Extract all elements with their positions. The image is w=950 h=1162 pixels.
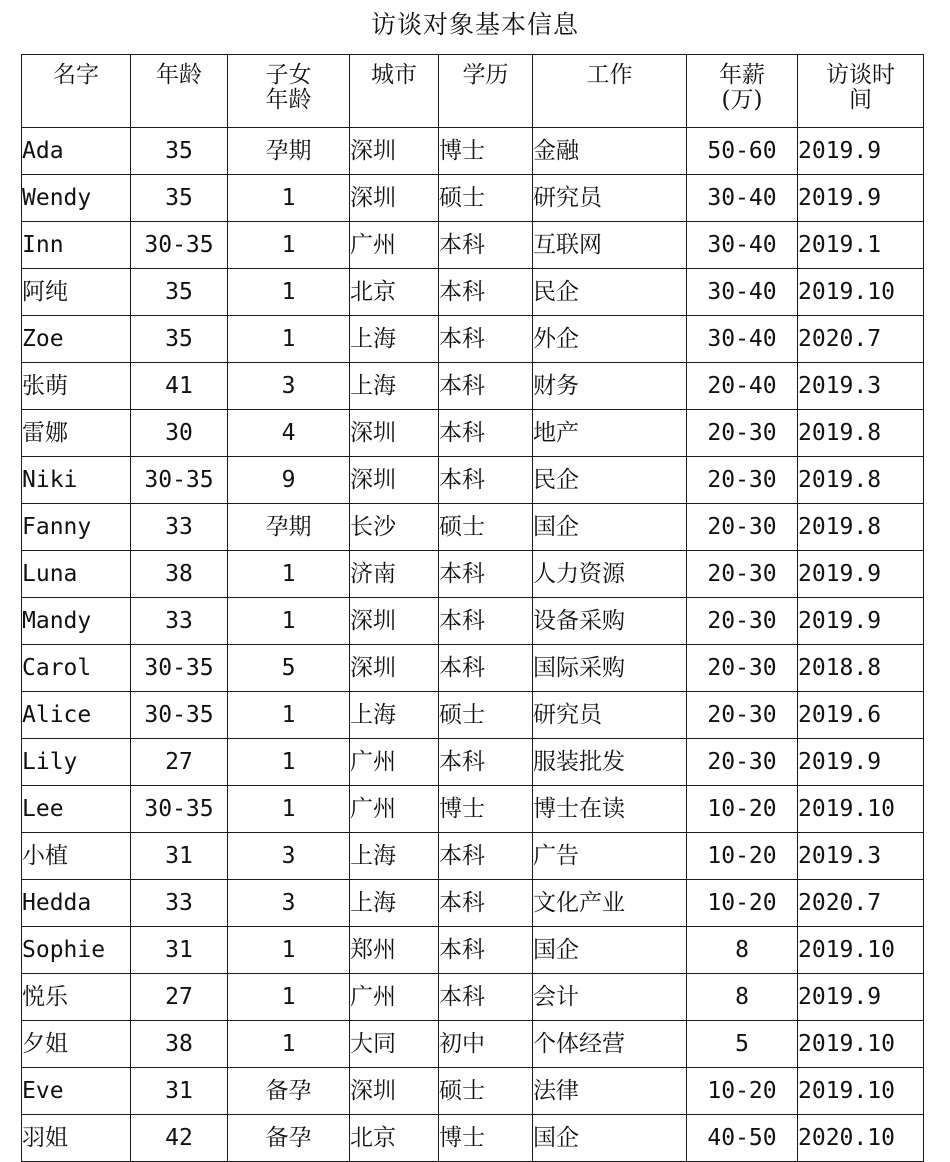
- cell-age: 27: [131, 974, 228, 1021]
- cell-age: 30-35: [131, 786, 228, 833]
- cell-child-age: 备孕: [228, 1115, 350, 1162]
- header-salary: 年薪 (万): [687, 55, 798, 128]
- header-interview-time: 访谈时 间: [798, 55, 924, 128]
- cell-salary: 10-20: [687, 786, 798, 833]
- cell-interview-time: 2020.10: [798, 1115, 924, 1162]
- cell-job: 地产: [533, 410, 687, 457]
- cell-education: 本科: [439, 410, 533, 457]
- interviewee-table: [21, 54, 924, 1162]
- header-row: [22, 55, 924, 128]
- cell-city: 深圳: [350, 598, 439, 645]
- cell-job: 金融: [533, 128, 687, 175]
- cell-name: Sophie: [22, 927, 131, 974]
- cell-interview-time: 2019.10: [798, 1068, 924, 1115]
- table-header: [22, 55, 924, 128]
- cell-interview-time: 2019.8: [798, 457, 924, 504]
- cell-salary: 20-30: [687, 551, 798, 598]
- cell-child-age: 备孕: [228, 1068, 350, 1115]
- cell-salary: 20-30: [687, 598, 798, 645]
- cell-salary: 20-30: [687, 692, 798, 739]
- cell-interview-time: 2019.1: [798, 222, 924, 269]
- cell-interview-time: 2019.10: [798, 269, 924, 316]
- cell-job: 研究员: [533, 175, 687, 222]
- cell-interview-time: 2019.9: [798, 128, 924, 175]
- cell-education: 本科: [439, 974, 533, 1021]
- cell-city: 大同: [350, 1021, 439, 1068]
- cell-job: 国企: [533, 927, 687, 974]
- table-row: [22, 457, 924, 504]
- cell-interview-time: 2019.8: [798, 504, 924, 551]
- cell-education: 本科: [439, 927, 533, 974]
- table-row: [22, 1021, 924, 1068]
- cell-age: 31: [131, 833, 228, 880]
- cell-salary: 30-40: [687, 175, 798, 222]
- cell-name: Eve: [22, 1068, 131, 1115]
- cell-city: 济南: [350, 551, 439, 598]
- table-row: [22, 786, 924, 833]
- cell-education: 本科: [439, 269, 533, 316]
- cell-name: 夕姐: [22, 1021, 131, 1068]
- cell-job: 国企: [533, 1115, 687, 1162]
- cell-education: 本科: [439, 222, 533, 269]
- cell-salary: 20-30: [687, 410, 798, 457]
- cell-education: 本科: [439, 880, 533, 927]
- cell-interview-time: 2020.7: [798, 316, 924, 363]
- cell-child-age: 孕期: [228, 504, 350, 551]
- cell-child-age: 3: [228, 833, 350, 880]
- cell-child-age: 1: [228, 175, 350, 222]
- cell-job: 民企: [533, 457, 687, 504]
- cell-job: 国际采购: [533, 645, 687, 692]
- cell-child-age: 9: [228, 457, 350, 504]
- table-row: [22, 363, 924, 410]
- cell-interview-time: 2020.7: [798, 880, 924, 927]
- cell-interview-time: 2019.9: [798, 175, 924, 222]
- cell-child-age: 1: [228, 974, 350, 1021]
- table-row: [22, 316, 924, 363]
- cell-city: 深圳: [350, 410, 439, 457]
- table-row: [22, 1068, 924, 1115]
- cell-city: 深圳: [350, 128, 439, 175]
- cell-name: Wendy: [22, 175, 131, 222]
- cell-education: 本科: [439, 551, 533, 598]
- cell-name: Niki: [22, 457, 131, 504]
- cell-age: 27: [131, 739, 228, 786]
- cell-city: 上海: [350, 692, 439, 739]
- cell-interview-time: 2019.10: [798, 786, 924, 833]
- cell-child-age: 3: [228, 880, 350, 927]
- cell-city: 郑州: [350, 927, 439, 974]
- cell-education: 硕士: [439, 1068, 533, 1115]
- cell-name: 小植: [22, 833, 131, 880]
- cell-salary: 5: [687, 1021, 798, 1068]
- document-title: 访谈对象基本信息: [370, 10, 579, 39]
- cell-name: Ada: [22, 128, 131, 175]
- cell-name: Inn: [22, 222, 131, 269]
- cell-interview-time: 2019.10: [798, 1021, 924, 1068]
- cell-child-age: 孕期: [228, 128, 350, 175]
- cell-education: 本科: [439, 316, 533, 363]
- cell-salary: 10-20: [687, 1068, 798, 1115]
- cell-salary: 10-20: [687, 833, 798, 880]
- cell-age: 41: [131, 363, 228, 410]
- cell-child-age: 1: [228, 692, 350, 739]
- cell-city: 深圳: [350, 457, 439, 504]
- cell-name: Hedda: [22, 880, 131, 927]
- cell-city: 广州: [350, 739, 439, 786]
- cell-city: 广州: [350, 222, 439, 269]
- cell-education: 硕士: [439, 692, 533, 739]
- cell-city: 深圳: [350, 175, 439, 222]
- cell-salary: 20-30: [687, 457, 798, 504]
- cell-city: 上海: [350, 833, 439, 880]
- cell-job: 人力资源: [533, 551, 687, 598]
- header-age: 年龄: [131, 55, 228, 128]
- cell-name: Lee: [22, 786, 131, 833]
- cell-child-age: 5: [228, 645, 350, 692]
- cell-job: 研究员: [533, 692, 687, 739]
- cell-name: Lily: [22, 739, 131, 786]
- cell-salary: 20-40: [687, 363, 798, 410]
- table-row: [22, 128, 924, 175]
- cell-salary: 20-30: [687, 504, 798, 551]
- cell-education: 硕士: [439, 504, 533, 551]
- cell-interview-time: 2019.9: [798, 974, 924, 1021]
- cell-age: 31: [131, 927, 228, 974]
- cell-education: 本科: [439, 833, 533, 880]
- cell-salary: 30-40: [687, 222, 798, 269]
- cell-job: 会计: [533, 974, 687, 1021]
- cell-education: 本科: [439, 739, 533, 786]
- cell-age: 35: [131, 316, 228, 363]
- cell-child-age: 1: [228, 739, 350, 786]
- cell-city: 上海: [350, 363, 439, 410]
- cell-salary: 50-60: [687, 128, 798, 175]
- cell-age: 33: [131, 504, 228, 551]
- cell-child-age: 1: [228, 269, 350, 316]
- cell-name: 张萌: [22, 363, 131, 410]
- cell-age: 30-35: [131, 645, 228, 692]
- table-row: [22, 598, 924, 645]
- cell-education: 博士: [439, 1115, 533, 1162]
- table-row: [22, 645, 924, 692]
- cell-education: 博士: [439, 128, 533, 175]
- table-row: [22, 269, 924, 316]
- cell-job: 文化产业: [533, 880, 687, 927]
- cell-child-age: 1: [228, 222, 350, 269]
- cell-age: 38: [131, 551, 228, 598]
- table-row: [22, 175, 924, 222]
- cell-name: 雷娜: [22, 410, 131, 457]
- cell-job: 外企: [533, 316, 687, 363]
- cell-job: 民企: [533, 269, 687, 316]
- cell-interview-time: 2019.3: [798, 363, 924, 410]
- table-row: [22, 927, 924, 974]
- cell-child-age: 1: [228, 927, 350, 974]
- cell-education: 博士: [439, 786, 533, 833]
- cell-age: 35: [131, 128, 228, 175]
- cell-interview-time: 2018.8: [798, 645, 924, 692]
- header-city: 城市: [350, 55, 439, 128]
- table-row: [22, 222, 924, 269]
- cell-age: 30: [131, 410, 228, 457]
- cell-child-age: 3: [228, 363, 350, 410]
- cell-education: 初中: [439, 1021, 533, 1068]
- cell-name: Alice: [22, 692, 131, 739]
- cell-city: 深圳: [350, 645, 439, 692]
- table-row: [22, 833, 924, 880]
- cell-job: 设备采购: [533, 598, 687, 645]
- cell-age: 33: [131, 880, 228, 927]
- table-row: [22, 410, 924, 457]
- cell-salary: 20-30: [687, 739, 798, 786]
- cell-education: 本科: [439, 598, 533, 645]
- cell-child-age: 4: [228, 410, 350, 457]
- header-child-age: 子女 年龄: [228, 55, 350, 128]
- cell-education: 硕士: [439, 175, 533, 222]
- table-row: [22, 551, 924, 598]
- cell-interview-time: 2019.6: [798, 692, 924, 739]
- cell-salary: 8: [687, 974, 798, 1021]
- cell-city: 长沙: [350, 504, 439, 551]
- cell-child-age: 1: [228, 551, 350, 598]
- cell-city: 北京: [350, 269, 439, 316]
- table-row: [22, 739, 924, 786]
- cell-age: 31: [131, 1068, 228, 1115]
- header-job: 工作: [533, 55, 687, 128]
- cell-city: 广州: [350, 786, 439, 833]
- cell-age: 30-35: [131, 457, 228, 504]
- table-body: [22, 128, 924, 1162]
- table-row: [22, 504, 924, 551]
- cell-education: 本科: [439, 363, 533, 410]
- cell-job: 服装批发: [533, 739, 687, 786]
- cell-name: Carol: [22, 645, 131, 692]
- cell-name: Mandy: [22, 598, 131, 645]
- cell-name: Fanny: [22, 504, 131, 551]
- cell-interview-time: 2019.9: [798, 551, 924, 598]
- cell-job: 广告: [533, 833, 687, 880]
- cell-salary: 20-30: [687, 645, 798, 692]
- cell-name: Luna: [22, 551, 131, 598]
- cell-child-age: 1: [228, 598, 350, 645]
- cell-interview-time: 2019.9: [798, 598, 924, 645]
- table-row: [22, 1115, 924, 1162]
- cell-name: 阿纯: [22, 269, 131, 316]
- cell-salary: 8: [687, 927, 798, 974]
- cell-interview-time: 2019.3: [798, 833, 924, 880]
- cell-interview-time: 2019.10: [798, 927, 924, 974]
- table-row: [22, 974, 924, 1021]
- cell-salary: 30-40: [687, 269, 798, 316]
- cell-education: 本科: [439, 457, 533, 504]
- cell-age: 38: [131, 1021, 228, 1068]
- cell-age: 30-35: [131, 222, 228, 269]
- cell-city: 北京: [350, 1115, 439, 1162]
- cell-job: 法律: [533, 1068, 687, 1115]
- cell-age: 35: [131, 269, 228, 316]
- cell-salary: 40-50: [687, 1115, 798, 1162]
- header-education: 学历: [439, 55, 533, 128]
- cell-salary: 30-40: [687, 316, 798, 363]
- cell-job: 个体经营: [533, 1021, 687, 1068]
- cell-salary: 10-20: [687, 880, 798, 927]
- cell-age: 30-35: [131, 692, 228, 739]
- table-row: [22, 880, 924, 927]
- cell-city: 上海: [350, 316, 439, 363]
- cell-job: 博士在读: [533, 786, 687, 833]
- cell-interview-time: 2019.8: [798, 410, 924, 457]
- cell-city: 深圳: [350, 1068, 439, 1115]
- cell-age: 42: [131, 1115, 228, 1162]
- cell-city: 广州: [350, 974, 439, 1021]
- cell-name: 羽姐: [22, 1115, 131, 1162]
- cell-age: 35: [131, 175, 228, 222]
- cell-job: 互联网: [533, 222, 687, 269]
- cell-child-age: 1: [228, 316, 350, 363]
- cell-name: 悦乐: [22, 974, 131, 1021]
- header-name: 名字: [22, 55, 131, 128]
- cell-age: 33: [131, 598, 228, 645]
- cell-name: Zoe: [22, 316, 131, 363]
- cell-education: 本科: [439, 645, 533, 692]
- cell-city: 上海: [350, 880, 439, 927]
- cell-job: 国企: [533, 504, 687, 551]
- cell-child-age: 1: [228, 1021, 350, 1068]
- cell-child-age: 1: [228, 786, 350, 833]
- table-row: [22, 692, 924, 739]
- cell-job: 财务: [533, 363, 687, 410]
- cell-interview-time: 2019.9: [798, 739, 924, 786]
